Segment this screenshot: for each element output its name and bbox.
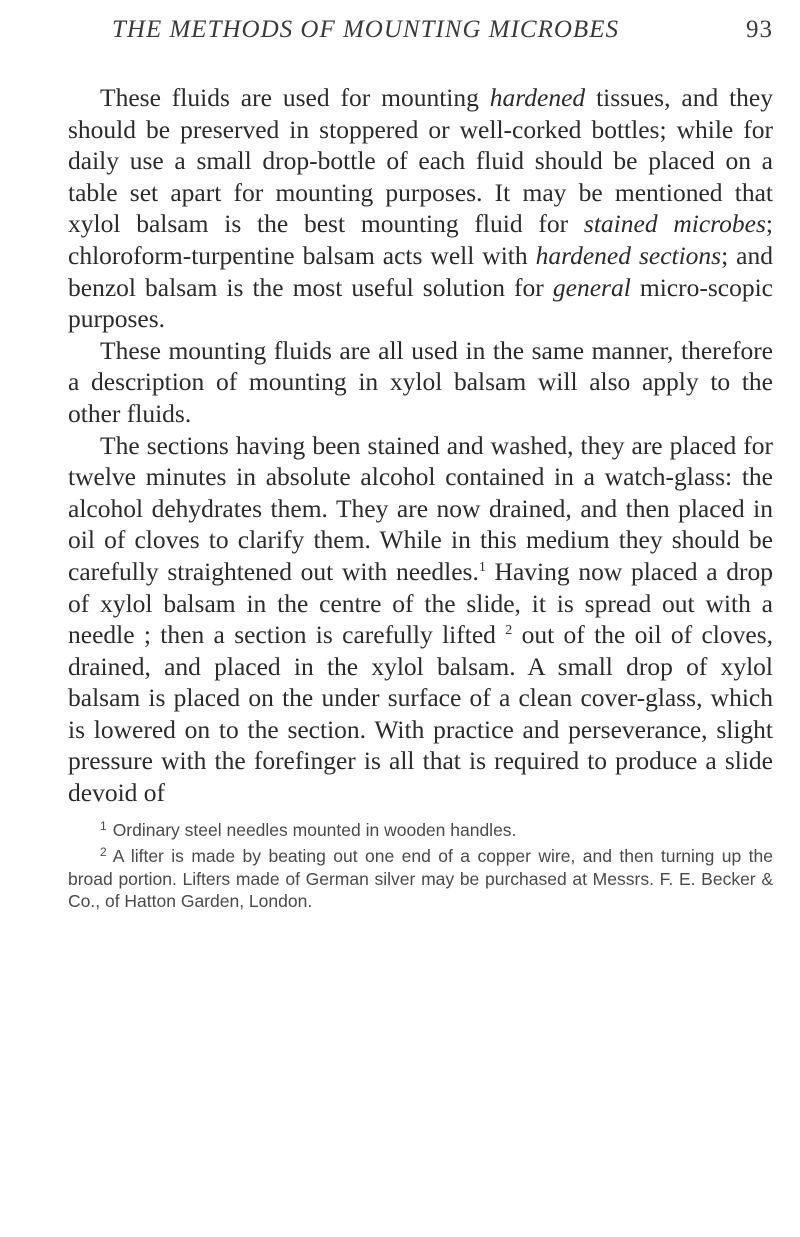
text-run: Having now placed a drop of xylol balsam in the centre of the slide, it is spread out with a needle ; then a section is carefully lifted xyxy=(68,556,773,650)
paragraph xyxy=(68,430,773,809)
footnote-mark: 1 xyxy=(100,818,107,833)
emphasis-text: hardened xyxy=(489,83,586,112)
text-run: ; and benzol balsam is the most useful solution for xyxy=(68,240,773,302)
text-run: micro-scopic purposes. xyxy=(68,272,773,334)
text-run: out of the oil of cloves, drained, and placed in the xylol balsam. A small drop of xylol balsam is placed on the under surface of a clean cover-glass, which is lowered on to the section. With practice and perseverance, slight pressure with the forefinger is all that is required to produce a slide devoid of xyxy=(68,620,773,808)
text-run: The sections having been stained and washed, they are placed for twelve minutes in absolute alcohol contained in a watch-glass: the alcohol dehydrates them. They are now drained, and then placed in oil of cloves to clarify them. While in this medium they should be carefully straightened out with needles. xyxy=(68,430,773,586)
emphasis-text: stained microbes xyxy=(583,209,766,239)
emphasis-text: hardened sections xyxy=(535,240,722,270)
emphasis-text: general xyxy=(552,272,631,302)
running-title: THE METHODS OF MOUNTING MICROBES xyxy=(112,16,619,43)
page-number: 93 xyxy=(746,16,773,43)
text-run: ; chloroform-turpentine balsam acts well with xyxy=(68,209,773,270)
running-head xyxy=(68,12,773,56)
footnote-mark: 2 xyxy=(100,845,107,860)
footnote xyxy=(68,815,773,842)
book-page xyxy=(68,12,773,913)
text-run: These mounting fluids are all used in the same manner, therefore a description of mounting in xylol balsam will also apply to the other fluids. xyxy=(68,335,773,428)
footnote xyxy=(68,841,773,913)
footnote-reference: 2 xyxy=(505,623,513,639)
footnote-reference: 1 xyxy=(478,559,486,575)
paragraph xyxy=(68,82,773,335)
footnotes xyxy=(68,815,773,913)
body-text xyxy=(68,82,773,809)
paragraph xyxy=(68,335,773,430)
text-run: tissues, and they should be preserved in stoppered or well-corked bottles; while for daily use a small drop-bottle of each fluid should be placed on a table set apart for mounting purposes. It may be mentioned that xylol balsam is the best mounting fluid for xyxy=(68,83,774,239)
footnote-text: A lifter is made by beating out one end of a copper wire, and then turning up the broad portion. Lifters made of German silver may be purchased at Messrs. F. E. Becker & Co., of Hatton Garden, London. xyxy=(68,846,773,912)
text-run: These fluids are used for mounting xyxy=(100,83,490,112)
footnote-text: Ordinary steel needles mounted in wooden handles. xyxy=(112,819,517,840)
